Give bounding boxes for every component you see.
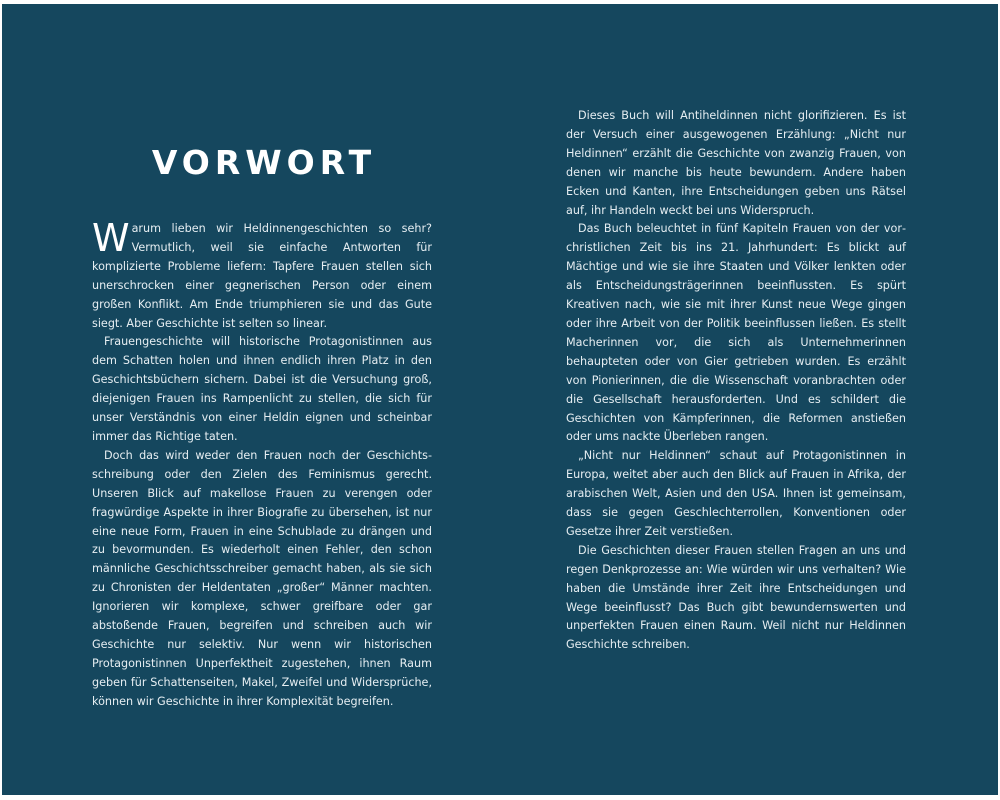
page-title: VORWORT (151, 143, 377, 182)
paragraph-1-text: arum lieben wir Heldinnengeschichten so sehr? Vermutlich, weil sie einfache Antworten für komplizierte Probleme liefern: Tapfere Frauen stellen sich unerschrocken einer gegnerischen Person oder einem großen Konflikt. Am Ende triumphieren sie und das Gute siegt. Aber Geschichte ist selten so linear. (92, 222, 432, 330)
paragraph-4: Dieses Buch will Antiheldinnen nicht glorifizieren. Es ist der Versuch einer ausgewogenen Erzählung: „Nicht nur Heldinnen“ erzählt die Geschichte von zwanzig Frauen, von denen wir manche bis heute bewundern. Andere haben Ecken und Kanten, ihre Entscheidungen geben uns Rätsel auf, ihr Handeln weckt bei uns Widerspruch. (566, 109, 906, 217)
paragraph-7: Die Geschichten dieser Frauen stellen Fragen an uns und regen Denkprozesse an: Wie würden wir uns verhalten? Wie haben die Umstände ihrer Zeit ihre Entscheidungen und Wege beeinflusst? Das Buch gibt bewundernswerten und unperfekten Frauen einen Raum. Weil nicht nur Heldinnen Geschichte schreiben. (566, 543, 906, 652)
drop-cap: W (92, 216, 130, 260)
paragraph-1 (92, 216, 432, 333)
right-text-column (566, 107, 906, 655)
paragraph-6: „Nicht nur Heldinnen“ schaut auf Protagonistinnen in Europa, weitet aber auch den Blick auf Frauen in Afrika, der arabischen Welt, Asien und den USA. Ihnen ist gemeinsam, dass sie gegen Geschlechterrollen, Konventionen oder Gesetze ihrer Zeit verstießen. (566, 449, 906, 538)
paragraph-5: Das Buch beleuchtet in fünf Kapiteln Frauen von der vorchristlichen Zeit bis ins 21. Jahrhundert: Es blickt auf Mächtige und wie sie ihre Staaten und Völker lenkten oder als Entscheidungsträgerinnen beeinflussten. Es spürt Kreativen nach, wie sie mit ihrer Kunst neue Wege gingen oder ihre Arbeit von der Politik beeinflussen ließen. Es stellt Macherinnen vor, die sich als Unternehmerinnen behaupteten oder von Gier getrieben wurden. Es erzählt von Pionierinnen, die die Wissenschaft voranbrachten oder die Gesellschaft herausforderten. Und es schildert die Geschichten von Kämpferinnen, die Reformen anstießen oder ums nackte Überleben rangen. (566, 222, 906, 444)
paragraph-2: Frauengeschichte will historische Protagonistinnen aus dem Schatten holen und ihnen endlich ihren Platz in den Geschichtsbüchern sichern. Dabei ist die Versuchung groß, diejenigen Frauen ins Rampenlicht zu stellen, die sich für unser Verständnis von einer Heldin eignen und scheinbar immer das Richtige taten. (92, 335, 432, 443)
paragraph-3: Doch das wird weder den Frauen noch der Geschichtsschreibung oder den Zielen des Feminismus gerecht. Unseren Blick auf makellose Frauen zu verengen oder fragwürdige Aspekte in ihrer Biografie zu übersehen, ist nur eine neue Form, Frauen in eine Schublade zu drängen und zu bevormunden. Es wiederholt einen Fehler, den schon männliche Geschichtsschreiber gemacht haben, als sie sich zu Chronisten der Heldentaten „großer“ Männer machten. Ignorieren wir komplexe, schwer greifbare oder gar abstoßende Frauen, begreifen und schreiben auch wir Geschichte nur selektiv. Nur wenn wir historischen Protagonistinnen Unperfektheit zugestehen, ihnen Raum geben für Schattenseiten, Makel, Zweifel und Widersprüche, können wir Geschichte in ihrer Komplexität begreifen. (92, 448, 432, 708)
left-text-column (92, 216, 432, 712)
book-spread (2, 4, 998, 795)
